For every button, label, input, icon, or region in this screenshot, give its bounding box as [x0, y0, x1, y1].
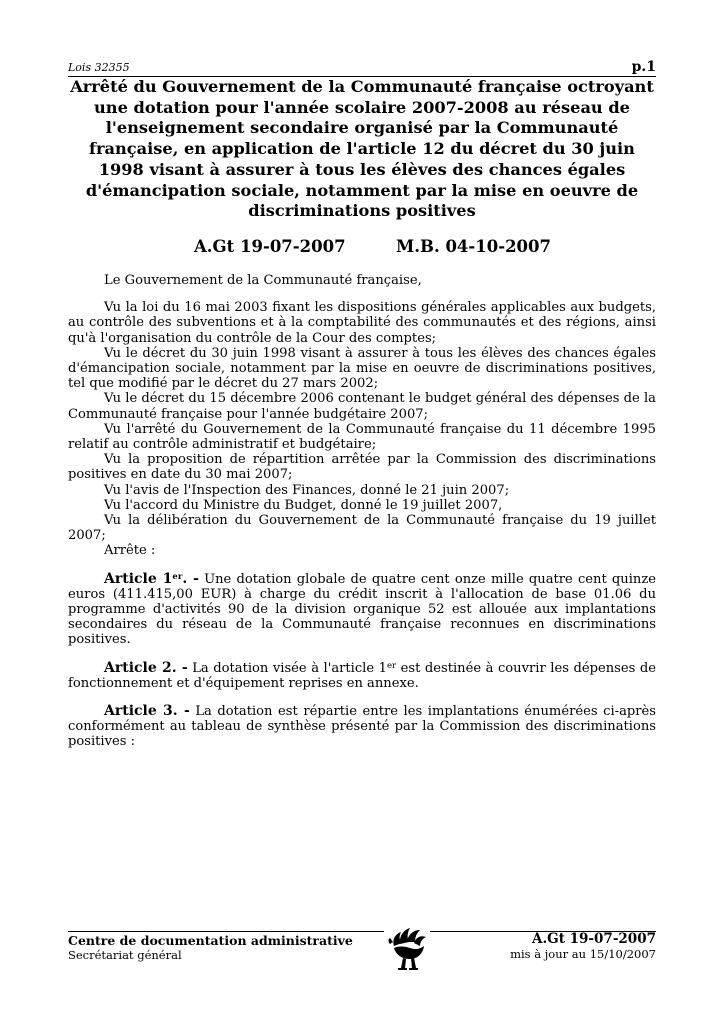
document-title: Arrêté du Gouvernement de la Communauté française octroyant une dotation pour l'année scolaire 2007-2008 au réseau de l'enseignement secondaire organisé par la Communauté française, en application de l'article 12 du décret du 30 juin 1998 visant à assurer à tous les élèves des chances égales d'émancipation sociale, notamment par la mise en oeuvre de discriminations positives — [70, 77, 654, 221]
article-2-label: Article 2. - — [104, 659, 188, 676]
intro-paragraph: Le Gouvernement de la Communauté française, — [104, 273, 422, 288]
rooster-icon — [386, 924, 428, 972]
document-page — [68, 0, 656, 1024]
article-2-text-after: est destinée à couvrir les dépenses de fonctionnement et d'équipement reprises en annexe. — [68, 660, 656, 691]
document-body — [68, 273, 656, 750]
visa-paragraph: Vu l'avis de l'Inspection des Finances, donné le 21 juin 2007; — [104, 482, 510, 498]
page-footer — [68, 924, 656, 974]
visa-paragraph: Vu la proposition de répartition arrêtée par la Commission des discriminations positives en date du 30 mai 2007; — [68, 452, 656, 483]
visa-paragraph: Vu la délibération du Gouvernement de la Communauté française du 19 juillet 2007; — [68, 513, 656, 544]
page-header — [68, 60, 656, 77]
article-1-text: Une dotation globale de quatre cent onze mille quatre cent quinze euros (411.415,00 EUR) à charge du crédit inscrit à l'allocation de base 01.06 du programme d'activités 90 de la division organique 52 est allouée aux implantations secondaires du réseau de la Communauté française reconnues en discriminations positives. — [68, 571, 657, 648]
article-3-label: Article 3. - — [104, 703, 190, 720]
agt-reference: A.Gt 19-07-2007 — [194, 237, 346, 256]
footer-organization: Centre de documentation administrative — [68, 933, 353, 948]
visa-paragraph: Vu le décret du 30 juin 1998 visant à assurer à tous les élèves des chances égales d'émancipation sociale, notamment par la mise en oeuvre de discriminations positives, tel que modifié par le décret du 27 mars 2002; — [68, 345, 656, 392]
footer-update-date: mis à jour au 15/10/2007 — [510, 947, 656, 961]
article-2-text-before: La dotation visée à l'article 1 — [187, 660, 387, 676]
visa-paragraph: Vu l'arrêté du Gouvernement de la Communauté française du 11 décembre 1995 relatif au contrôle administratif et budgétaire; — [68, 421, 656, 453]
visa-paragraph: Vu la loi du 16 mai 2003 fixant les dispositions générales applicables aux budgets, au contrôle des subventions et à la comptabilité des communautés et des régions, ainsi qu'à l'organisation du contrôle de la Cour des comptes; — [68, 300, 656, 346]
visa-paragraph: Vu le décret du 15 décembre 2006 contenant le budget général des dépenses de la Communauté française pour l'année budgétaire 2007; — [68, 391, 656, 422]
mb-reference: M.B. 04-10-2007 — [396, 237, 551, 256]
article-3 — [68, 704, 656, 750]
footer-reference: A.Gt 19-07-2007 — [532, 931, 656, 947]
footer-rule-left — [68, 931, 384, 932]
header-page-number: p.1 — [631, 59, 656, 75]
reference-line — [68, 237, 656, 259]
article-2 — [68, 661, 656, 691]
article-3-text: La dotation est répartie entre les implantations énumérées ci-après conformément au tableau de synthèse présenté par la Commission des discriminations positives : — [68, 704, 656, 750]
visa-paragraph: Vu l'accord du Ministre du Budget, donné le 19 juillet 2007, — [104, 497, 503, 513]
header-law-number: Lois 32355 — [68, 61, 130, 74]
footer-department: Secrétariat général — [68, 948, 182, 962]
article-1 — [68, 572, 656, 648]
article-1-label: Article 1er. - — [104, 570, 199, 587]
article-2-sup: er — [386, 660, 397, 671]
decree-paragraph: Arrête : — [104, 543, 156, 559]
